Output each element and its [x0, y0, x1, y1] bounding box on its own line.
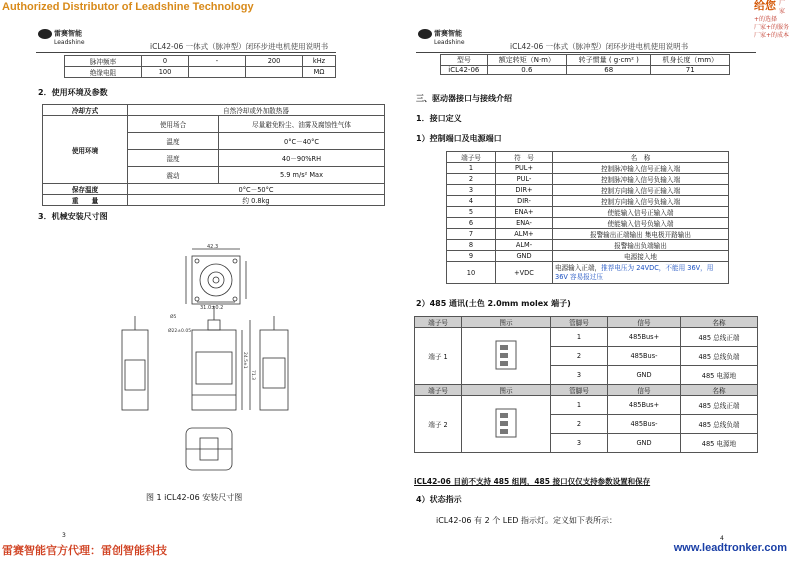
table-row: 6 ENA- 使能输入信号负输入端 [447, 218, 729, 229]
leadshine-logo: 雷赛智能 Leadshine [38, 29, 85, 46]
logo-line: 厂家+的选择 [753, 0, 785, 23]
table-row: 5 ENA+ 使能输入信号正输入端 [447, 207, 729, 218]
environment-table [42, 104, 385, 206]
table-row: 1 PUL+ 控制脉冲输入信号正输入端 [447, 163, 729, 174]
model-spec-table [440, 54, 730, 75]
logo-line: 厂家+的服务 [753, 24, 789, 31]
control-port-table [446, 151, 729, 284]
table-row: iCL42-06 0.6 68 71 [441, 66, 730, 75]
dim-label: 24.5±1 [242, 352, 247, 369]
dim-label: 42.3 [207, 244, 219, 250]
table-row: 3 GND 485 电源地 [415, 366, 758, 385]
power-name: 电源输入正端， [555, 263, 602, 272]
electrical-spec-table [64, 55, 336, 78]
manual-title-right: iCL42-06 一体式（脉冲型）闭环步进电机使用说明书 [510, 42, 689, 51]
connector-diagram [462, 328, 551, 385]
distributor-banner: Authorized Distributor of Leadshine Technology [2, 1, 254, 13]
header-rule [416, 52, 756, 53]
mechanical-drawing [110, 240, 310, 480]
section-title: 三、驱动器接口与接线介绍 [416, 94, 512, 103]
molex-connector-icon [486, 335, 526, 375]
table-row: 9 GND 电源接入地 [447, 251, 729, 262]
page-number: 4 [720, 535, 724, 542]
table-row: 3 GND 485 电源地 [415, 434, 758, 453]
dim-label: Ø5 [170, 315, 177, 320]
table-row: 2 485Bus- 485 总线负端 [415, 415, 758, 434]
led-intro-text: iCL42-06 有 2 个 LED 指示灯。定义如下表所示： [436, 516, 617, 525]
subsection-title: 4）状态指示 [416, 495, 462, 504]
side-view-left [122, 316, 148, 410]
leadshine-logo-icon [418, 29, 432, 39]
table-row: 湿度 40－90%RH [43, 150, 385, 167]
table-row: 8 ALM- 报警输出负端输出 [447, 240, 729, 251]
bottom-view [186, 428, 232, 470]
side-view-main [192, 306, 250, 410]
rs485-table [414, 316, 758, 453]
side-view-right [260, 316, 288, 410]
table-row: 端子号 图示 管脚号 信号 名称 [415, 385, 758, 396]
footer-agent-text: 雷赛智能官方代理：雷创智能科技 [2, 544, 167, 557]
figure-caption: 图 1 iCL42-06 安装尺寸图 [146, 493, 243, 502]
rs485-note: iCL42-06 目前不支持 485 组网，485 接口仅仅支持参数设置和保存 [414, 477, 651, 486]
table-row: 端子 2 1 485Bus+ 485 总线正端 [415, 396, 758, 415]
logo-line: 厂家+的成本 [753, 32, 789, 39]
molex-connector-icon [486, 403, 526, 443]
front-view [186, 249, 246, 304]
leadshine-logo-icon [38, 29, 52, 39]
logo-chars: 给您 [753, 0, 776, 12]
page-number: 3 [62, 532, 66, 539]
table-row: 端子号 符 号 名 称 [447, 152, 729, 163]
table-row: 震动 5.9 m/s² Max [43, 167, 385, 184]
power-warning: 推荐电压为 24VDC，不能用 36V，用 36V 容易报过压 [555, 263, 714, 281]
table-row: 3 DIR+ 控制方向输入信号正输入端 [447, 185, 729, 196]
dim-label: 31.0±0.2 [200, 305, 224, 311]
table-row: 温度 0°C－40°C [43, 133, 385, 150]
section-title: 3．机械安装尺寸图 [38, 212, 108, 221]
table-row: 2 PUL- 控制脉冲输入信号负输入端 [447, 174, 729, 185]
table-row: 端子 1 1 485Bus+ 485 总线正端 [415, 328, 758, 347]
table-row: 10 +VDC 电源输入正端，推荐电压为 24VDC，不能用 36V，用 36V 容易报过压 [447, 262, 729, 284]
table-row: 绝缘电阻 100 MΩ [65, 67, 336, 78]
table-row: 7 ALM+ 报警输出正端输出 集电极开路输出 [447, 229, 729, 240]
table-row: 重 量 约 0.8kg [43, 195, 385, 206]
table-row: 脉冲频率 0 - 200 kHz [65, 56, 336, 67]
manual-title-left: iCL42-06 一体式（脉冲型）闭环步进电机使用说明书 [150, 42, 329, 51]
header-rule [36, 52, 336, 53]
connector-diagram [462, 396, 551, 453]
dim-label: 71.3 [250, 370, 255, 381]
section-title: 2．使用环境及参数 [38, 88, 108, 97]
footer-website-link[interactable]: www.leadtronker.com [673, 542, 787, 554]
table-row: 冷却方式 自然冷却或外加散热器 [43, 105, 385, 116]
dim-label: Ø22±0.05 [168, 329, 192, 334]
table-row: 端子号 图示 管脚号 信号 名称 [415, 317, 758, 328]
table-row: 2 485Bus- 485 总线负端 [415, 347, 758, 366]
subsection-title: 1．接口定义 [416, 114, 462, 123]
distributor-logo [754, 0, 789, 40]
table-row: 4 DIR- 控制方向输入信号负输入端 [447, 196, 729, 207]
table-row: 保存温度 0°C－50°C [43, 184, 385, 195]
leadshine-logo: 雷赛智能 Leadshine [418, 29, 465, 46]
subsection-title: 1）控制端口及电源端口 [416, 134, 502, 143]
table-row: 型号 额定转矩（N·m） 转子惯量 ( g·cm² ) 机身长度（mm） [441, 55, 730, 66]
table-row: 使用环境 使用场合 尽量避免粉尘、油雾及腐蚀性气体 [43, 116, 385, 133]
subsection-title: 2）485 通讯(土色 2.0mm molex 端子) [416, 299, 571, 308]
